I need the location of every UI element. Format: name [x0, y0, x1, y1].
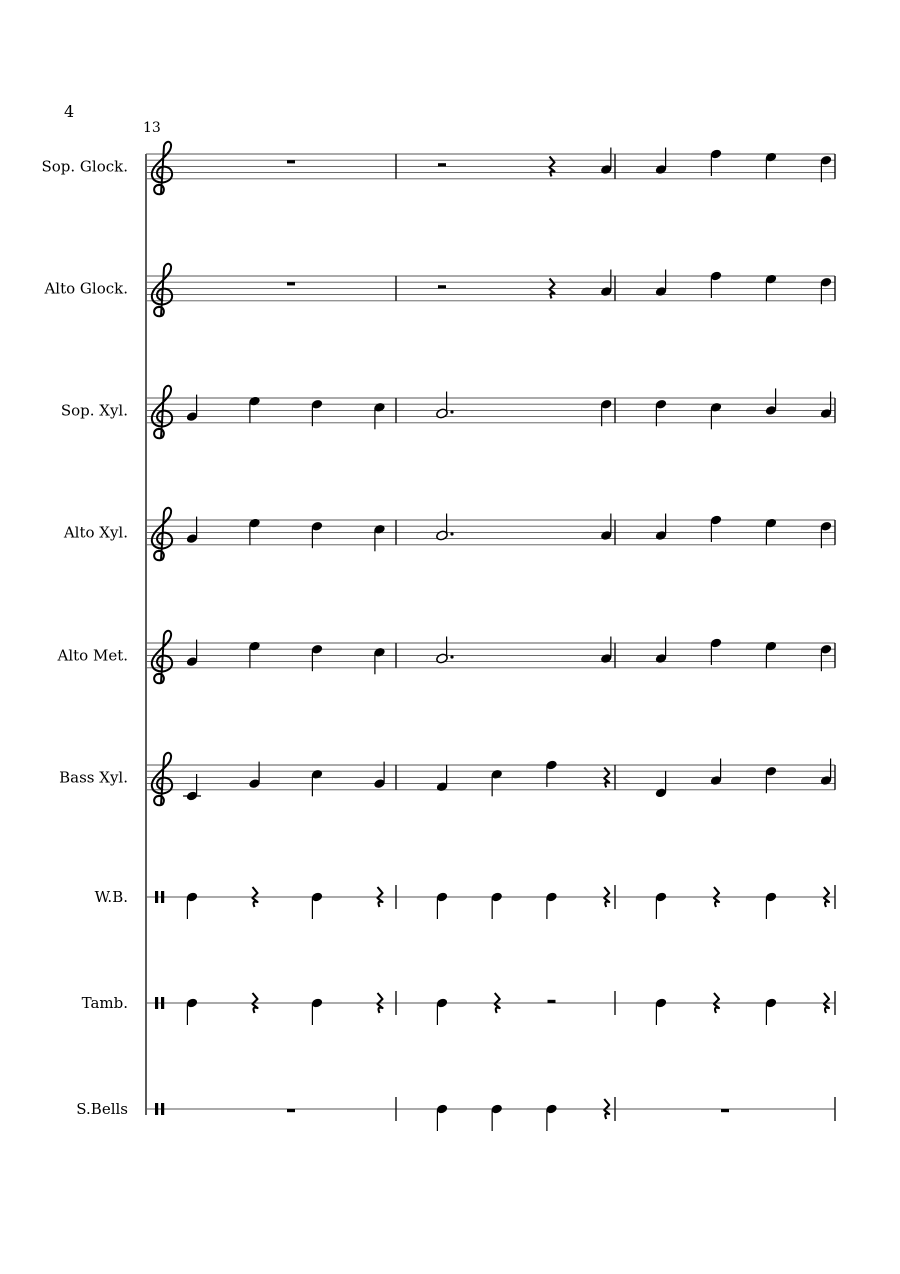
instrument-label: Sop. Xyl.	[60, 401, 128, 420]
half-rest-icon	[438, 163, 446, 166]
staff	[146, 508, 835, 560]
staff	[146, 885, 835, 919]
half-rest-icon	[548, 1000, 556, 1003]
augmentation-dot	[450, 655, 453, 658]
instrument-label: Alto Met.	[57, 646, 128, 665]
staff	[146, 142, 835, 194]
instrument-label: Bass Xyl.	[59, 768, 128, 787]
treble-clef-icon	[152, 142, 172, 194]
whole-rest-icon	[287, 282, 295, 285]
instrument-label: Sop. Glock.	[41, 157, 128, 176]
instrument-label: Alto Glock.	[44, 279, 128, 298]
augmentation-dot	[450, 532, 453, 535]
instrument-label: Alto Xyl.	[63, 523, 128, 542]
half-rest-icon	[438, 285, 446, 288]
page-number: 4	[64, 102, 75, 121]
staff	[146, 753, 835, 805]
whole-rest-icon	[287, 1109, 295, 1112]
treble-clef-icon	[152, 753, 172, 805]
percussion-clef-bar	[155, 997, 158, 1009]
treble-clef-icon	[152, 508, 172, 560]
staff	[146, 264, 835, 316]
instrument-label: Tamb.	[81, 994, 128, 1012]
staff	[146, 991, 835, 1025]
measure-number: 13	[143, 120, 161, 136]
staff	[146, 386, 835, 438]
staff	[146, 631, 835, 683]
augmentation-dot	[450, 410, 453, 413]
staff	[146, 1097, 835, 1131]
whole-rest-icon	[721, 1109, 729, 1112]
treble-clef-icon	[152, 264, 172, 316]
percussion-clef-bar	[161, 1103, 164, 1115]
percussion-clef-bar	[161, 997, 164, 1009]
percussion-clef-bar	[155, 1103, 158, 1115]
treble-clef-icon	[152, 631, 172, 683]
percussion-clef-bar	[155, 891, 158, 903]
instrument-label: S.Bells	[76, 1100, 128, 1118]
treble-clef-icon	[152, 386, 172, 438]
whole-rest-icon	[287, 160, 295, 163]
instrument-label: W.B.	[94, 888, 128, 906]
percussion-clef-bar	[161, 891, 164, 903]
